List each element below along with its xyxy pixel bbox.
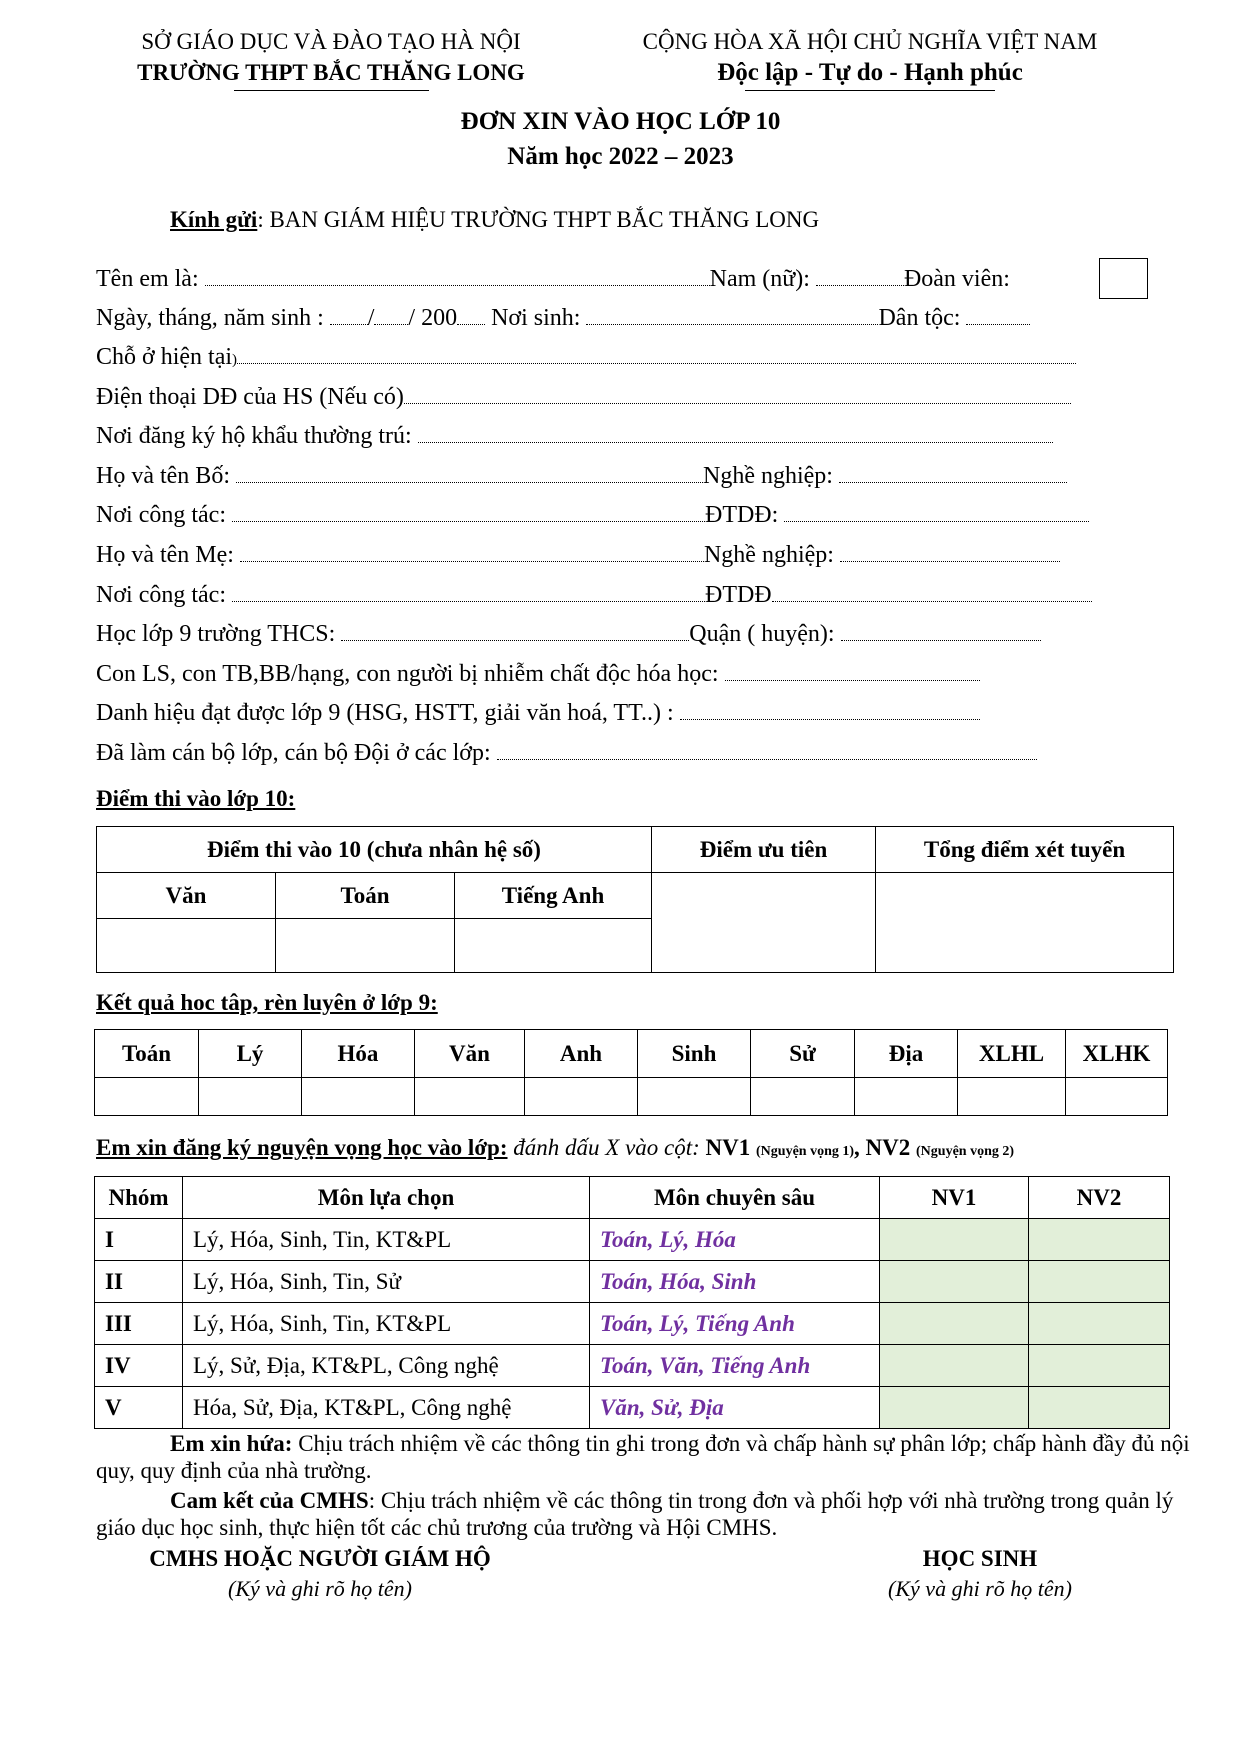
wish-group: V <box>95 1387 183 1429</box>
title9-label: Danh hiệu đạt được lớp 9 (HSG, HSTT, giải văn hoá, TT..) : <box>96 700 674 726</box>
name-label: Tên em là: <box>96 266 199 292</box>
wishes-row <box>95 1345 1170 1387</box>
mother-field[interactable] <box>240 541 704 562</box>
father-phone-field[interactable] <box>784 501 1089 522</box>
dob-month-field[interactable] <box>374 304 408 325</box>
signature-student-title: HỌC SINH <box>922 1546 1038 1571</box>
results-cell[interactable] <box>95 1078 199 1116</box>
mother-work-field[interactable] <box>232 581 705 602</box>
recipient-value: : BAN GIÁM HIỆU TRƯỜNG THPT BẮC THĂNG LONG <box>257 207 820 232</box>
ethnic-label: Dân tộc: <box>878 305 961 331</box>
wishes-row <box>95 1219 1170 1261</box>
wish-nv2-cell[interactable] <box>1029 1303 1170 1345</box>
wishes-heading-text: Em xin đăng ký nguyện vọng học vào lớp: <box>96 1135 508 1160</box>
row-cadre <box>96 738 1037 768</box>
exam-total-cell[interactable] <box>876 873 1174 973</box>
results-cell[interactable] <box>525 1078 638 1116</box>
results-cell[interactable] <box>302 1078 415 1116</box>
dob-label: Ngày, tháng, năm sinh : <box>96 305 324 331</box>
results-col: Lý <box>199 1030 302 1078</box>
birthplace-label: Nơi sinh: <box>491 305 581 331</box>
wishes-nv1: NV1 <box>705 1135 751 1160</box>
policy-label: Con LS, con TB,BB/hạng, con người bị nhiễm chất độc hóa học: <box>96 661 719 687</box>
wish-special: Toán, Lý, Hóa <box>590 1219 880 1261</box>
results-cell[interactable] <box>638 1078 751 1116</box>
recipient <box>170 205 819 235</box>
mother-phone-field[interactable] <box>772 581 1092 602</box>
results-col: Hóa <box>302 1030 415 1078</box>
form-title: ĐƠN XIN VÀO HỌC LỚP 10 <box>460 108 781 135</box>
results-col: Anh <box>525 1030 638 1078</box>
row-mother <box>96 540 1060 570</box>
cadre-label: Đã làm cán bộ lớp, cán bộ Đội ở các lớp: <box>96 740 491 766</box>
wishes-row <box>95 1261 1170 1303</box>
signature-parent <box>110 1544 530 1604</box>
dob-day-field[interactable] <box>330 304 368 325</box>
results-cell[interactable] <box>958 1078 1066 1116</box>
results-col: Toán <box>95 1030 199 1078</box>
header-left-divider <box>234 90 429 91</box>
row-dob <box>96 303 1030 333</box>
national-motto: Độc lập - Tự do - Hạnh phúc <box>717 59 1023 86</box>
father-work-label: Nơi công tác: <box>96 502 226 528</box>
union-checkbox[interactable] <box>1099 258 1148 299</box>
wish-nv1-cell[interactable] <box>880 1261 1029 1303</box>
row-school <box>96 619 1041 649</box>
row-father <box>96 461 1067 491</box>
results-cell[interactable] <box>199 1078 302 1116</box>
exam-subject: Toán <box>276 873 455 919</box>
wish-nv2-cell[interactable] <box>1029 1219 1170 1261</box>
row-name <box>96 264 1010 294</box>
exam-score-cell[interactable] <box>97 919 276 973</box>
district-label: Quận ( huyện): <box>689 621 835 647</box>
dob-year-prefix: / 200 <box>408 305 458 331</box>
wish-nv2-cell[interactable] <box>1029 1261 1170 1303</box>
signature-student-sub: (Ký và ghi rõ họ tên) <box>888 1576 1072 1601</box>
father-work-field[interactable] <box>232 501 705 522</box>
wishes-row <box>95 1387 1170 1429</box>
exam-heading <box>96 784 295 814</box>
results-col: Sinh <box>638 1030 751 1078</box>
exam-priority-cell[interactable] <box>652 873 876 973</box>
wishes-col: Môn lựa chọn <box>183 1177 590 1219</box>
mother-label: Họ và tên Mẹ: <box>96 542 234 568</box>
wishes-col: Môn chuyên sâu <box>590 1177 880 1219</box>
exam-col-priority: Điểm ưu tiên <box>652 827 876 873</box>
row-phone <box>96 382 1071 412</box>
results-cell[interactable] <box>751 1078 855 1116</box>
household-label: Nơi đăng ký hộ khẩu thường trú: <box>96 423 412 449</box>
results-col: Văn <box>415 1030 525 1078</box>
birthplace-field[interactable] <box>586 304 878 325</box>
title9-field[interactable] <box>680 699 980 720</box>
student-pledge-text: Chịu trách nhiệm về các thông tin ghi trong đơn và chấp hành sự phân lớp; chấp hành đầy đủ nội quy, quy định của nhà trường. <box>96 1431 1190 1483</box>
mother-job-label: Nghề nghiệp: <box>703 542 834 568</box>
student-pledge <box>96 1430 1196 1484</box>
row-address <box>96 342 1076 375</box>
exam-table <box>96 826 1174 973</box>
father-label: Họ và tên Bố: <box>96 463 230 489</box>
wish-group: IV <box>95 1345 183 1387</box>
wish-special: Văn, Sử, Địa <box>590 1387 880 1429</box>
gender-label: Nam (nữ): <box>709 266 810 292</box>
signature-parent-title: CMHS HOẶC NGƯỜI GIÁM HỘ <box>149 1546 491 1571</box>
wishes-nv1-note: (Nguyện vọng 1) <box>756 1144 855 1159</box>
wish-nv1-cell[interactable] <box>880 1219 1029 1261</box>
school-name: TRƯỜNG THPT BẮC THĂNG LONG <box>137 60 525 85</box>
phone-field[interactable] <box>404 383 1071 404</box>
wish-group: III <box>95 1303 183 1345</box>
row-father-work <box>96 500 1089 530</box>
results-cell[interactable] <box>855 1078 958 1116</box>
school-label: Học lớp 9 trường THCS: <box>96 621 336 647</box>
father-job-label: Nghề nghiệp: <box>702 463 833 489</box>
results-heading <box>96 988 438 1018</box>
wish-nv1-cell[interactable] <box>880 1387 1029 1429</box>
row-policy <box>96 659 980 689</box>
wishes-col: NV2 <box>1029 1177 1170 1219</box>
cadre-field[interactable] <box>497 739 1037 760</box>
exam-score-cell[interactable] <box>276 919 455 973</box>
dob-year-field[interactable] <box>457 304 485 325</box>
wish-group: II <box>95 1261 183 1303</box>
parent-pledge-label: Cam kết của CMHS <box>170 1488 369 1513</box>
results-col: XLHL <box>958 1030 1066 1078</box>
mother-work-label: Nơi công tác: <box>96 582 226 608</box>
results-col: XLHK <box>1066 1030 1168 1078</box>
wishes-nv2: NV2 <box>865 1135 911 1160</box>
wish-options: Lý, Hóa, Sinh, Tin, KT&PL <box>183 1219 590 1261</box>
results-heading-text: Kết quả hoc tâp, rèn luyên ở lớp 9: <box>96 990 438 1015</box>
results-col: Địa <box>855 1030 958 1078</box>
exam-score-cell[interactable] <box>455 919 652 973</box>
row-title9 <box>96 698 980 728</box>
gender-field[interactable] <box>816 265 904 286</box>
ethnic-field[interactable] <box>966 304 1030 325</box>
address-suffix: ) <box>232 352 238 368</box>
national-name: CỘNG HÒA XÃ HỘI CHỦ NGHĨA VIỆT NAM <box>642 29 1098 54</box>
signature-parent-sub: (Ký và ghi rõ họ tên) <box>228 1576 412 1601</box>
header-right <box>600 26 1140 91</box>
father-field[interactable] <box>236 462 703 483</box>
wishes-nv2-note: (Nguyện vọng 2) <box>916 1144 1015 1159</box>
wish-options: Hóa, Sử, Địa, KT&PL, Công nghệ <box>183 1387 590 1429</box>
wish-group: I <box>95 1219 183 1261</box>
phone-label: Điện thoại DĐ của HS (Nếu có) <box>96 384 404 410</box>
wish-nv1-cell[interactable] <box>880 1345 1029 1387</box>
mother-phone-label: ĐTDĐ <box>704 582 772 608</box>
parent-pledge <box>96 1487 1196 1541</box>
wish-special: Toán, Lý, Tiếng Anh <box>590 1303 880 1345</box>
exam-col-total: Tổng điểm xét tuyển <box>876 827 1174 873</box>
recipient-label: Kính gửi <box>170 207 258 232</box>
wish-options: Lý, Sử, Địa, KT&PL, Công nghệ <box>183 1345 590 1387</box>
department-name: SỞ GIÁO DỤC VÀ ĐÀO TẠO HÀ NỘI <box>141 29 521 54</box>
district-field[interactable] <box>841 620 1041 641</box>
wishes-col: Nhóm <box>95 1177 183 1219</box>
wish-special: Toán, Hóa, Sinh <box>590 1261 880 1303</box>
results-cell[interactable] <box>1066 1078 1168 1116</box>
header-right-divider <box>745 90 995 91</box>
results-cell[interactable] <box>415 1078 525 1116</box>
row-mother-work <box>96 580 1092 610</box>
household-field[interactable] <box>418 422 1053 443</box>
results-col: Sử <box>751 1030 855 1078</box>
parent-pledge-text: : Chịu trách nhiệm về các thông tin trong đơn và phối hợp với nhà trường trong quản lý giáo dục học sinh, thực hiện tốt các chủ trương của trường và Hội CMHS. <box>96 1488 1174 1540</box>
school-year: Năm học 2022 – 2023 <box>507 143 734 170</box>
wish-nv1-cell[interactable] <box>880 1303 1029 1345</box>
signature-student <box>830 1544 1130 1604</box>
wish-nv2-cell[interactable] <box>1029 1387 1170 1429</box>
student-pledge-label: Em xin hứa: <box>170 1431 293 1456</box>
address-field[interactable] <box>237 343 1076 364</box>
row-household <box>96 421 1053 451</box>
wishes-table <box>94 1176 1170 1429</box>
exam-subject: Tiếng Anh <box>455 873 652 919</box>
school-field[interactable] <box>341 620 689 641</box>
wishes-heading <box>96 1133 1014 1167</box>
father-phone-label: ĐTDĐ: <box>704 502 779 528</box>
wish-options: Lý, Hóa, Sinh, Tin, Sử <box>183 1261 590 1303</box>
wish-nv2-cell[interactable] <box>1029 1345 1170 1387</box>
exam-col-main: Điểm thi vào 10 (chưa nhân hệ số) <box>97 827 652 873</box>
exam-subject: Văn <box>97 873 276 919</box>
wish-options: Lý, Hóa, Sinh, Tin, KT&PL <box>183 1303 590 1345</box>
union-label: Đoàn viên: <box>903 266 1010 292</box>
father-job-field[interactable] <box>839 462 1067 483</box>
wishes-instruction: đánh dấu X vào cột: <box>513 1135 700 1160</box>
address-label: Chỗ ở hiện tại <box>96 344 233 370</box>
mother-job-field[interactable] <box>840 541 1060 562</box>
name-field[interactable] <box>205 265 710 286</box>
policy-field[interactable] <box>725 660 980 681</box>
dob-separator: / <box>367 305 375 331</box>
wishes-comma: , <box>854 1135 860 1160</box>
wish-special: Toán, Văn, Tiếng Anh <box>590 1345 880 1387</box>
wishes-row <box>95 1303 1170 1345</box>
wishes-col: NV1 <box>880 1177 1029 1219</box>
header-left <box>96 26 566 91</box>
results-table <box>94 1029 1168 1116</box>
exam-heading-text: Điểm thi vào lớp 10: <box>96 786 296 811</box>
